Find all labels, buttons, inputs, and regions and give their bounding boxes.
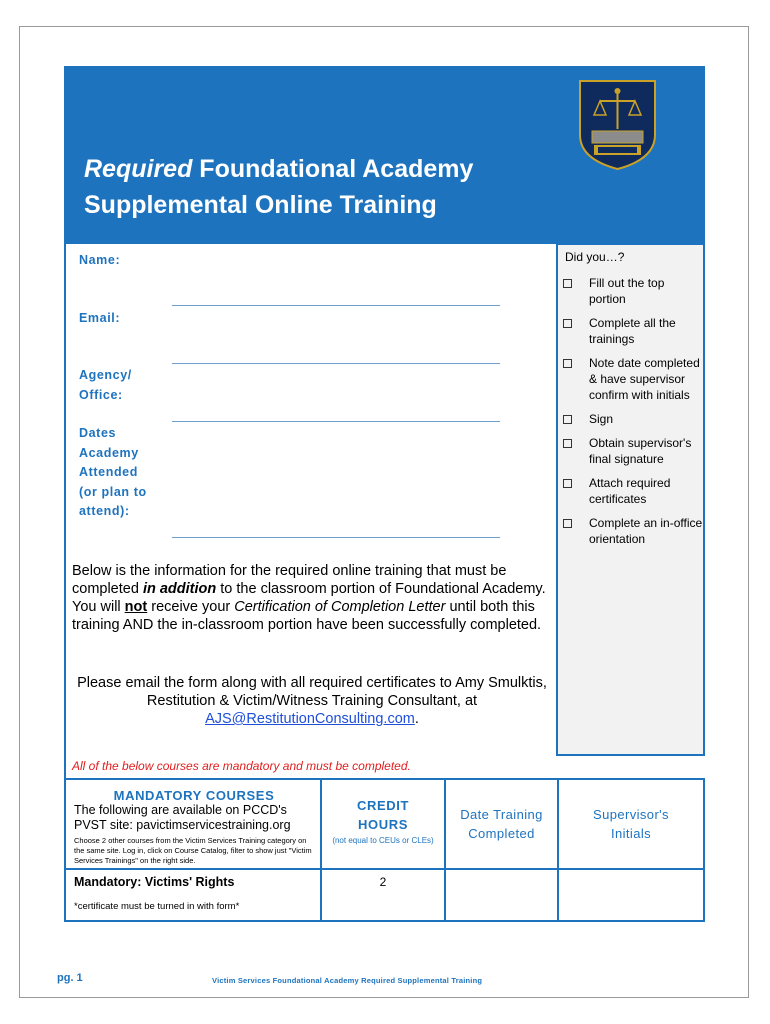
- checklist-item[interactable]: [563, 275, 703, 307]
- table-header-row: [65, 779, 704, 869]
- name-label: Name:: [79, 253, 121, 267]
- title-required: Required: [84, 155, 193, 183]
- column-header-course-title: MANDATORY COURSES: [113, 788, 275, 803]
- email-instructions: [72, 674, 552, 728]
- intro-emphasis: Certification of Completion Letter: [234, 599, 446, 615]
- checklist-item[interactable]: [563, 515, 703, 547]
- intro-text: Below is the information for the required online training that must be completed: [72, 563, 507, 597]
- checkbox-icon[interactable]: [563, 415, 572, 424]
- checklist-item[interactable]: [563, 355, 703, 403]
- checkbox-icon[interactable]: [563, 479, 572, 488]
- intro-emphasis: not: [124, 599, 148, 615]
- intro-paragraph: [72, 562, 552, 634]
- column-header-initials: [558, 779, 704, 869]
- credit-hours-cell: 2: [321, 869, 445, 921]
- email-instructions-end: .: [414, 711, 419, 727]
- checkbox-icon[interactable]: [563, 319, 572, 328]
- column-header-credit: [321, 779, 445, 869]
- column-header-course-subtitle: The following are available on PCCD's PVST site: pavictimservicestraining.org: [74, 803, 291, 832]
- agency-label-line-2: Office:: [79, 387, 123, 402]
- dates-label-line-3: Attended: [79, 465, 138, 479]
- email-field[interactable]: [172, 363, 500, 364]
- page-title: [84, 151, 604, 223]
- agency-label: [79, 366, 132, 405]
- checklist-item-label: Note date completed & have supervisor confirm with initials: [589, 356, 700, 402]
- course-name: Mandatory: Victims' Rights: [74, 875, 235, 889]
- course-note: *certificate must be turned in with form*: [74, 901, 240, 912]
- column-header-course: [65, 779, 321, 869]
- dates-label-line-5: attend):: [79, 504, 130, 518]
- title-line-2: Supplemental Online Training: [84, 191, 437, 219]
- column-header-initials-line-1: Supervisor's: [593, 807, 669, 822]
- dates-label: [79, 424, 147, 522]
- column-header-credit-line-1: CREDIT: [357, 798, 409, 813]
- column-header-date-line-2: Completed: [468, 826, 535, 841]
- dates-field[interactable]: [172, 537, 500, 538]
- email-label: Email:: [79, 311, 121, 325]
- checklist-item-label: Complete all the trainings: [589, 316, 676, 346]
- checkbox-icon[interactable]: [563, 439, 572, 448]
- seal-logo-icon: [578, 79, 657, 171]
- intro-emphasis: in addition: [142, 581, 217, 597]
- checklist-item-label: Fill out the top portion: [589, 276, 665, 306]
- course-table: [64, 778, 705, 922]
- dates-label-line-2: Academy: [79, 445, 139, 460]
- intro-text: until both this training AND the in-classroom portion have been successfully completed.: [72, 599, 542, 633]
- column-header-credit-line-2: HOURS: [358, 817, 408, 832]
- column-header-credit-note: (not equal to CEUs or CLEs): [332, 836, 434, 845]
- checkbox-icon[interactable]: [563, 359, 572, 368]
- checklist-item[interactable]: [563, 411, 703, 427]
- page-number: pg. 1: [57, 972, 83, 984]
- footer-title: Victim Services Foundational Academy Required Supplemental Training: [212, 976, 483, 985]
- checklist-item[interactable]: [563, 475, 703, 507]
- checklist-item[interactable]: [563, 315, 703, 347]
- checklist-item-label: Complete an in-office orientation: [589, 516, 703, 546]
- checkbox-icon[interactable]: [563, 279, 572, 288]
- agency-field[interactable]: [172, 421, 500, 422]
- supervisor-initials-cell[interactable]: [558, 869, 704, 921]
- column-header-date: [445, 779, 558, 869]
- email-link[interactable]: AJS@RestitutionConsulting.com: [205, 711, 415, 727]
- checklist-item[interactable]: [563, 435, 703, 467]
- table-row: [65, 869, 704, 921]
- checklist-item-label: Sign: [589, 412, 614, 426]
- intro-text: receive your: [147, 599, 235, 615]
- checklist-item-label: Attach required certificates: [589, 476, 671, 506]
- dates-label-line-1: Dates: [79, 426, 117, 440]
- mandatory-note: All of the below courses are mandatory and must be completed.: [72, 759, 411, 773]
- intro-text: to the classroom portion of Foundational Academy. You will: [72, 581, 546, 615]
- checklist-title: Did you…?: [565, 250, 625, 264]
- checklist: [563, 275, 703, 555]
- checkbox-icon[interactable]: [563, 519, 572, 528]
- column-header-date-line-1: Date Training: [460, 807, 543, 822]
- column-header-credit-title: [322, 796, 444, 834]
- column-header-initials-line-2: Initials: [610, 826, 652, 841]
- title-rest: Foundational Academy: [192, 155, 474, 183]
- column-header-course-note: Choose 2 other courses from the Victim Services Training category on the same site. Log in, click on Course Catalog, filter to show just "Victim Services Trainings" on the right side.: [74, 836, 312, 865]
- date-completed-cell[interactable]: [445, 869, 558, 921]
- agency-label-line-1: Agency/: [79, 368, 132, 382]
- course-cell: [65, 869, 321, 921]
- checklist-item-label: Obtain supervisor's final signature: [589, 436, 692, 466]
- name-field[interactable]: [172, 305, 500, 306]
- email-instructions-text: Please email the form along with all required certificates to Amy Smulktis, Restitution & Victim/Witness Training Consultant, at: [77, 675, 547, 709]
- dates-label-line-4: (or plan to: [79, 484, 147, 499]
